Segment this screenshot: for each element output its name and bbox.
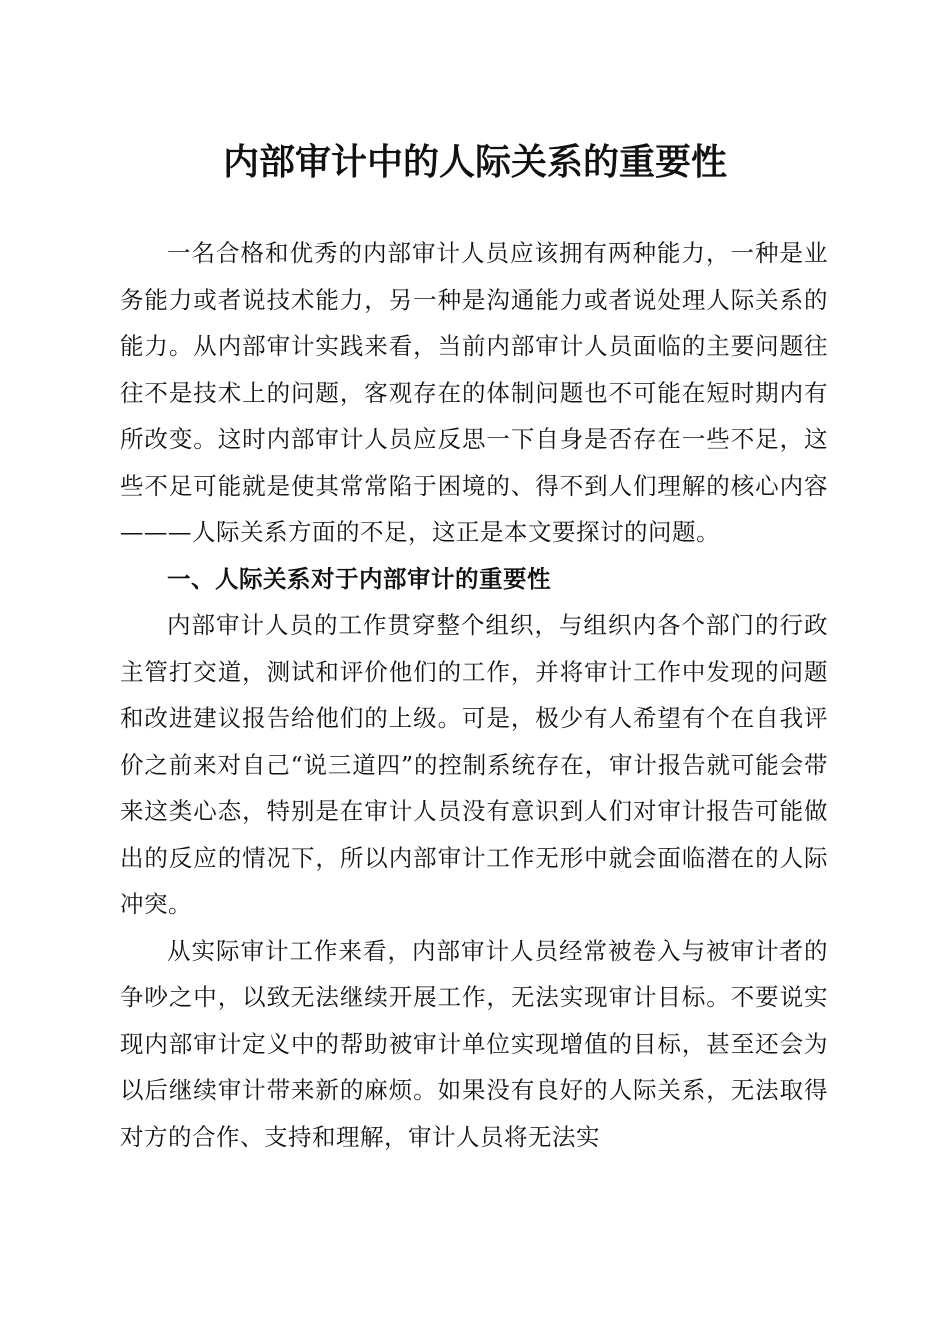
- section-paragraph-2: 从实际审计工作来看，内部审计人员经常被卷入与被审计者的争吵之中，以致无法继续开展工作，无法实现审计目标。不要说实现内部审计定义中的帮助被审计单位实现增值的目标，甚至还会为以后继续审计带来新的麻烦。如果没有良好的人际关系，无法取得对方的合作、支持和理解，审计人员将无法实: [120, 936, 828, 1151]
- section-paragraph-1: 内部审计人员的工作贯穿整个组织，与组织内各个部门的行政主管打交道，测试和评价他们的工作，并将审计工作中发现的问题和改进建议报告给他们的上级。可是，极少有人希望有个在自我评价之前来对自己“说三道四”的控制系统存在，审计报告就可能会带来这类心态，特别是在审计人员没有意识到人们对审计报告可能做出的反应的情况下，所以内部审计工作无形中就会面临潜在的人际冲突。: [120, 611, 828, 918]
- intro-paragraph: 一名合格和优秀的内部审计人员应该拥有两种能力，一种是业务能力或者说技术能力，另一种是沟通能力或者说处理人际关系的能力。从内部审计实践来看，当前内部审计人员面临的主要问题往往不是技术上的问题，客观存在的体制问题也不可能在短时期内有所改变。这时内部审计人员应反思一下自身是否存在一些不足，这些不足可能就是使其常常陷于困境的、得不到人们理解的核心内容———人际关系方面的不足，这正是本文要探讨的问题。: [120, 239, 828, 546]
- section-heading: 一、人际关系对于内部审计的重要性: [167, 564, 551, 593]
- document-title: 内部审计中的人际关系的重要性: [222, 141, 727, 183]
- document-body: [120, 230, 828, 1160]
